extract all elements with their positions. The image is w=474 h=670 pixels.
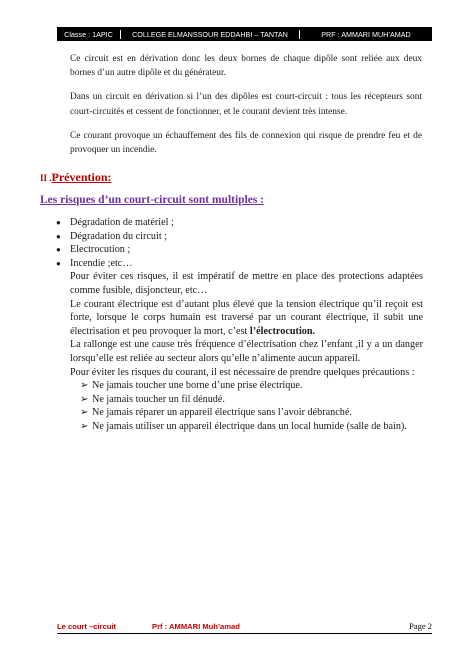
list-item: ➢ Ne jamais toucher une borne d’une prise électrique.	[80, 380, 303, 392]
risk-list	[56, 216, 423, 434]
list-item: ● Dégradation de matériel ;	[56, 217, 174, 228]
page-number: Page 2	[409, 621, 432, 631]
bullet-icon: ●	[56, 258, 61, 268]
intro-text	[70, 52, 422, 167]
bullet-icon: ●	[56, 245, 61, 255]
bullet-icon: ●	[56, 218, 61, 227]
paragraph-rallonge: La rallonge est une cause très fréquence d’électrisation chez l’enfant ,il y a un danger lorsqu’elle est reliée au secteur alors qu’elle n’alimente aucun appareil.	[70, 339, 423, 364]
header-classe: Classe : 1APIC	[57, 30, 121, 39]
page-footer	[57, 621, 432, 631]
footer-title: Le court –circuit	[57, 622, 117, 631]
intro-paragraph-1: Ce circuit est en dérivation donc les deux bornes de chaque dipôle sont reliée aux deux bornes d’un autre dipôle et du générateur.	[70, 54, 422, 79]
list-item: ➢ Ne jamais utiliser un appareil électrique dans un local humide (salle de bain).	[80, 420, 407, 432]
arrow-icon: ➢	[80, 393, 89, 405]
arrow-icon: ➢	[80, 380, 89, 392]
list-item: ➢ Ne jamais réparer un appareil électrique sans l’avoir débranché.	[80, 407, 352, 419]
electrocution-term: l’électrocution.	[249, 325, 316, 337]
paragraph-electrocution: Le courant électrique est d’autant plus élevé que la tension électrique qu’il reçoit est forte, lorsque le corps humain est traversé par un courant électrique, il subit une électrisation et peu provoquer la mort, c’est l’électrocution.	[70, 298, 423, 337]
section-heading	[40, 170, 112, 185]
footer-author: Prf : AMMARI Muh’amad	[152, 622, 240, 631]
paragraph-protection: Pour éviter ces risques, il est impératif de mettre en place des protections adaptées comme fusible, disjoncteur, etc…	[70, 271, 423, 296]
header-prof: PRF : AMMARI MUH’AMAD	[321, 29, 411, 39]
intro-paragraph-2: Dans un circuit en dérivation si l’un des dipôles est court-circuit : tous les récepteurs sont court-circuités et cessent de fonctionner, et le courant devient très intense.	[70, 92, 422, 117]
list-item: ● Incendie ;etc…	[56, 257, 133, 269]
section-number: II .	[40, 173, 52, 183]
page-header	[57, 27, 432, 41]
list-item: ● Dégradation du circuit ;	[56, 230, 168, 242]
arrow-icon: ➢	[80, 420, 89, 432]
list-item: ➢ Ne jamais toucher un fil dénudé.	[80, 393, 225, 405]
arrow-icon: ➢	[80, 407, 89, 419]
footer-divider	[57, 633, 432, 634]
bullet-icon: ●	[56, 231, 61, 241]
paragraph-precautions: Pour éviter les risques du courant, il est nécessaire de prendre quelques précautions :	[70, 366, 415, 378]
intro-paragraph-3: Ce courant provoque un échauffement des fils de connexion qui risque de prendre feu et de provoquer un incendie.	[70, 130, 422, 156]
section-title: Prévention:	[51, 170, 112, 184]
precaution-list	[80, 379, 423, 433]
list-item: ● Electrocution ;	[56, 244, 131, 256]
header-college: COLLEGE ELMANSSOUR EDDAHBI – TANTAN	[121, 30, 300, 39]
subtitle: Les risques d’un court-circuit sont multiples :	[40, 194, 265, 206]
